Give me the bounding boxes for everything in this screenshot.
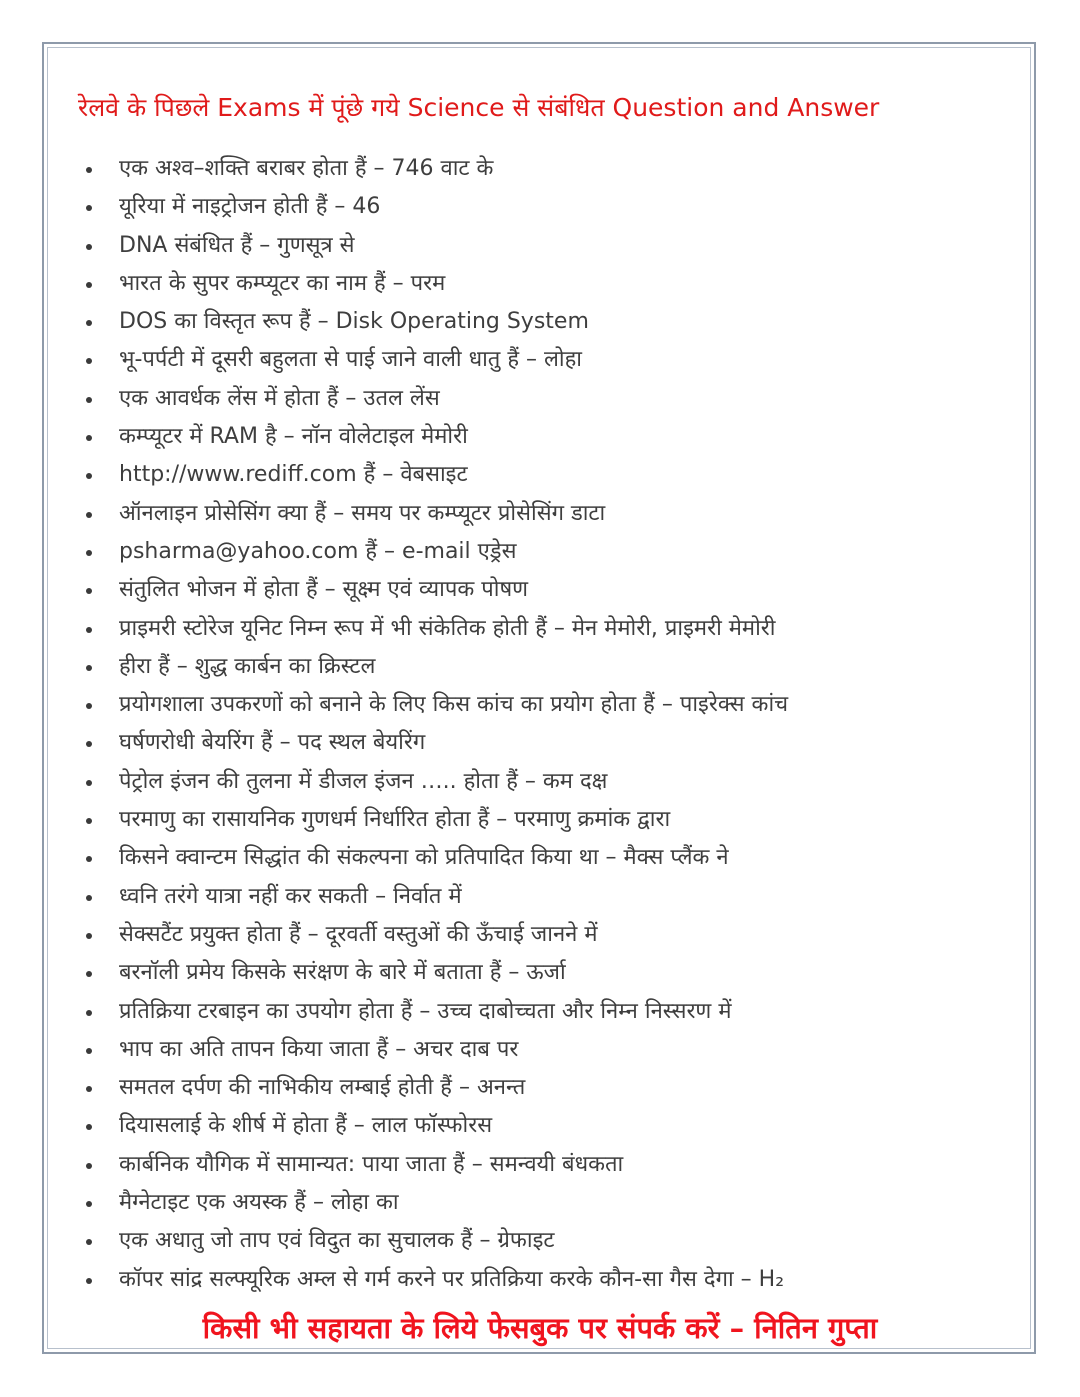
list-item bbox=[86, 1261, 1016, 1299]
bullet-icon bbox=[86, 1086, 92, 1092]
list-item-text: भारत के सुपर कम्प्यूटर का नाम हैं – परम bbox=[119, 270, 446, 296]
bullet-icon bbox=[86, 397, 92, 403]
bullet-icon bbox=[86, 167, 92, 173]
list-item-text: प्राइमरी स्टोरेज यूनिट निम्न रूप में भी संकेतिक होती हैं – मेन मेमोरी, प्राइमरी मेमोरी bbox=[119, 615, 776, 641]
list-item bbox=[86, 227, 1016, 265]
bullet-icon bbox=[86, 971, 92, 977]
list-item-text: दियासलाई के शीर्ष में होता हैं – लाल फॉस्फोरस bbox=[119, 1113, 493, 1139]
list-item bbox=[86, 265, 1016, 303]
bullet-icon bbox=[86, 1048, 92, 1054]
list-item bbox=[86, 1184, 1016, 1222]
bullet-icon bbox=[86, 358, 92, 364]
list-item-text: पेट्रोल इंजन की तुलना में डीजल इंजन ….. होता हैं – कम दक्ष bbox=[119, 768, 608, 794]
list-item bbox=[86, 456, 1016, 494]
bullet-icon bbox=[86, 205, 92, 211]
bullet-icon bbox=[86, 1278, 92, 1284]
list-item bbox=[86, 763, 1016, 801]
list-item-text: मैग्नेटाइट एक अयस्क हैं – लोहा का bbox=[119, 1190, 399, 1216]
list-item bbox=[86, 1107, 1016, 1145]
bullet-icon bbox=[86, 473, 92, 479]
footer-contact-note: किसी भी सहायता के लिये फेसबुक पर संपर्क करें – नितिन गुप्ता bbox=[202, 1311, 878, 1345]
list-item bbox=[86, 1146, 1016, 1184]
list-item bbox=[86, 839, 1016, 877]
bullet-icon bbox=[86, 244, 92, 250]
bullet-icon bbox=[86, 627, 92, 633]
list-item bbox=[86, 533, 1016, 571]
list-item-text: संतुलित भोजन में होता हैं – सूक्ष्म एवं व्यापक पोषण bbox=[119, 577, 529, 603]
list-item bbox=[86, 188, 1016, 226]
list-item-text: psharma@yahoo.com हैं – e-mail एड्रेस bbox=[119, 538, 517, 564]
list-item-text: ध्वनि तरंगे यात्रा नहीं कर सकती – निर्वात में bbox=[119, 883, 462, 909]
bullet-icon bbox=[86, 1201, 92, 1207]
bullet-icon bbox=[86, 282, 92, 288]
bullet-icon bbox=[86, 588, 92, 594]
list-item-text: घर्षणरोधी बेयरिंग हैं – पद स्थल बेयरिंग bbox=[119, 730, 426, 756]
list-item-text: सेक्सटैंट प्रयुक्त होता हैं – दूरवर्ती वस्तुओं की ऊँचाई जानने में bbox=[119, 921, 598, 947]
list-item bbox=[86, 150, 1016, 188]
list-item bbox=[86, 724, 1016, 762]
list-item-text: कॉपर सांद्र सल्फ्यूरिक अम्ल से गर्म करने पर प्रतिक्रिया करके कौन-सा गैस देगा – H₂ bbox=[119, 1266, 785, 1292]
bullet-icon bbox=[86, 818, 92, 824]
bullet-icon bbox=[86, 550, 92, 556]
bullet-icon bbox=[86, 665, 92, 671]
list-item bbox=[86, 801, 1016, 839]
list-item-text: कम्प्यूटर में RAM है – नॉन वोलेटाइल मेमोरी bbox=[119, 424, 468, 450]
page-title: रेलवे के पिछले Exams में पूंछे गये Science से संबंधित Question and Answer bbox=[78, 93, 880, 122]
list-item bbox=[86, 303, 1016, 341]
list-item-text: कार्बनिक यौगिक में सामान्यत: पाया जाता हैं – समन्वयी बंधकता bbox=[119, 1151, 624, 1177]
list-item-text: हीरा हैं – शुद्ध कार्बन का क्रिस्टल bbox=[119, 653, 376, 679]
bullet-icon bbox=[86, 895, 92, 901]
bullet-icon bbox=[86, 1239, 92, 1245]
bullet-icon bbox=[86, 780, 92, 786]
list-item bbox=[86, 571, 1016, 609]
list-item-text: बरनॉली प्रमेय किसके सरंक्षण के बारे में बताता हैं – ऊर्जा bbox=[119, 960, 566, 986]
list-item bbox=[86, 686, 1016, 724]
bullet-icon bbox=[86, 1124, 92, 1130]
bullet-icon bbox=[86, 1163, 92, 1169]
list-item-text: DOS का विस्तृत रूप हैं – Disk Operating System bbox=[119, 309, 589, 335]
list-item bbox=[86, 878, 1016, 916]
list-item bbox=[86, 495, 1016, 533]
list-item-text: परमाणु का रासायनिक गुणधर्म निर्धारित होता हैं – परमाणु क्रमांक द्वारा bbox=[119, 807, 671, 833]
bullet-icon bbox=[86, 435, 92, 441]
list-item-text: समतल दर्पण की नाभिकीय लम्बाई होती हैं – अनन्त bbox=[119, 1075, 526, 1101]
bullet-icon bbox=[86, 856, 92, 862]
list-item-text: भाप का अति तापन किया जाता हैं – अचर दाब पर bbox=[119, 1036, 519, 1062]
list-item-text: एक अश्व–शक्ति बराबर होता हैं – 746 वाट के bbox=[119, 156, 494, 181]
bullet-icon bbox=[86, 320, 92, 326]
bullet-icon bbox=[86, 933, 92, 939]
list-item bbox=[86, 1069, 1016, 1107]
list-item-text: एक अधातु जो ताप एवं विदुत का सुचालक हैं – ग्रेफाइट bbox=[119, 1228, 555, 1254]
list-item-text: किसने क्वान्टम सिद्धांत की संकल्पना को प्रतिपादित किया था – मैक्स प्लैंक ने bbox=[119, 845, 729, 871]
bullet-icon bbox=[86, 703, 92, 709]
list-item-text: यूरिया में नाइट्रोजन होती हैं – 46 bbox=[119, 194, 381, 220]
list-item-text: भू-पर्पटी में दूसरी बहुलता से पाई जाने वाली धातु हैं – लोहा bbox=[119, 347, 583, 373]
list-item bbox=[86, 648, 1016, 686]
list-item-text: प्रयोगशाला उपकरणों को बनाने के लिए किस कांच का प्रयोग होता हैं – पाइरेक्स कांच bbox=[119, 692, 789, 718]
bullet-icon bbox=[86, 1010, 92, 1016]
list-item-text: DNA संबंधित हैं – गुणसूत्र से bbox=[119, 232, 355, 258]
list-item bbox=[86, 380, 1016, 418]
list-item-text: प्रतिक्रिया टरबाइन का उपयोग होता हैं – उच्च दाबोच्चता और निम्न निस्सरण में bbox=[119, 998, 732, 1024]
list-item-text: एक आवर्धक लेंस में होता हैं – उतल लेंस bbox=[119, 385, 440, 411]
list-item-text: ऑनलाइन प्रोसेसिंग क्या हैं – समय पर कम्प्यूटर प्रोसेसिंग डाटा bbox=[119, 500, 606, 526]
question-answer-list bbox=[86, 150, 1016, 1299]
list-item bbox=[86, 954, 1016, 992]
list-item bbox=[86, 610, 1016, 648]
list-item-text: http://www.rediff.com हैं – वेबसाइट bbox=[119, 462, 468, 488]
bullet-icon bbox=[86, 512, 92, 518]
list-item bbox=[86, 418, 1016, 456]
list-item bbox=[86, 916, 1016, 954]
list-item bbox=[86, 1031, 1016, 1069]
list-item bbox=[86, 1222, 1016, 1260]
list-item bbox=[86, 341, 1016, 379]
bullet-icon bbox=[86, 741, 92, 747]
list-item bbox=[86, 993, 1016, 1031]
